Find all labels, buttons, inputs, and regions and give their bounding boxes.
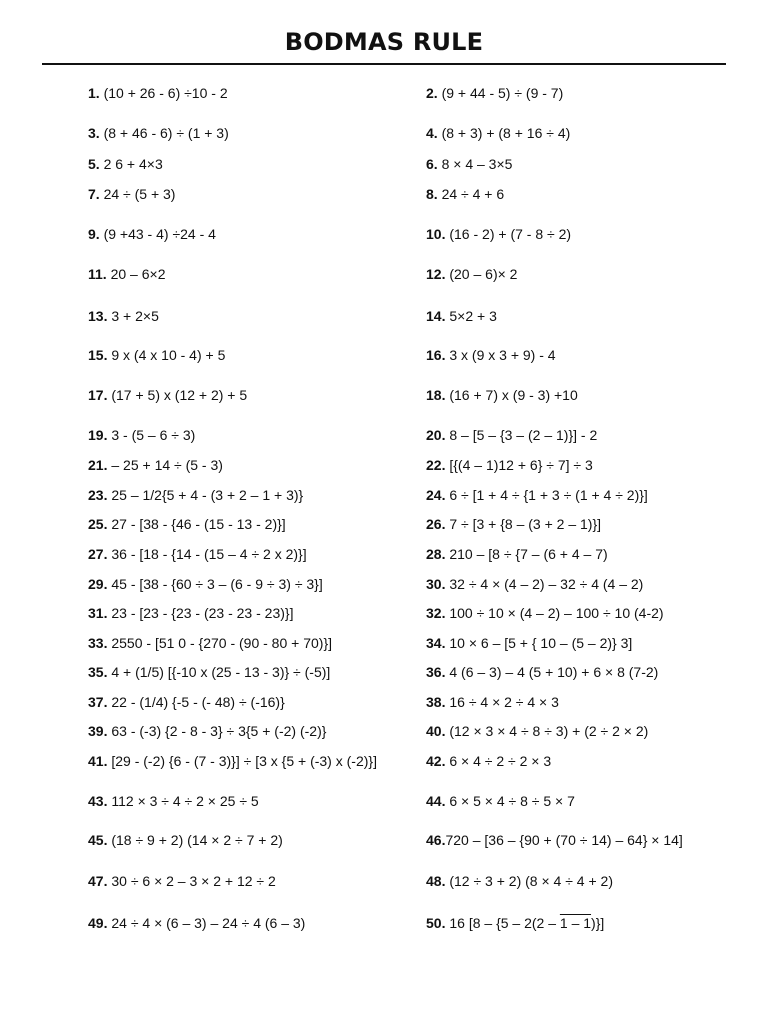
problem-expression: 6 ÷ [1 + 4 ÷ {1 + 3 ÷ (1 + 4 ÷ 2)}] [449,487,648,503]
problem-number: 20. [426,427,446,443]
problem-number: 19. [88,427,108,443]
problem-number: 45. [88,832,108,848]
problem-number: 48. [426,873,446,889]
problem-expression: (8 + 46 - 6) ÷ (1 + 3) [103,125,229,141]
problem-14 [426,307,497,325]
problem-number: 46. [426,832,446,848]
problem-expression: (12 × 3 × 4 ÷ 8 ÷ 3) + (2 ÷ 2 × 2) [449,723,649,739]
problem-number: 27. [88,546,108,562]
problem-number: 30. [426,576,446,592]
problem-expression: 7 ÷ [3 + {8 – (3 + 2 – 1)}] [449,516,602,532]
expression-part: 16 [8 – {5 – 2(2 – [449,915,560,931]
problem-37 [88,693,285,711]
problem-number: 7. [88,186,100,202]
problem-33 [88,634,332,652]
problem-expression: 25 – 1/2{5 + 4 - (3 + 2 – 1 + 3)} [111,487,304,503]
problem-expression: (12 ÷ 3 + 2) (8 × 4 ÷ 4 + 2) [449,873,613,889]
problem-expression: 100 ÷ 10 × (4 – 2) – 100 ÷ 10 (4-2) [449,605,664,621]
problem-number: 24. [426,487,446,503]
problem-5 [88,155,163,173]
problem-expression: 36 - [18 - {14 - (15 – 4 ÷ 2 x 2)}] [111,546,307,562]
problem-21 [88,456,223,474]
problem-46 [426,831,683,849]
problem-expression: 45 - [38 - {60 ÷ 3 – (6 - 9 ÷ 3) ÷ 3}] [111,576,323,592]
problem-31 [88,604,293,622]
problem-41 [88,752,377,770]
problem-expression: 6 × 4 ÷ 2 ÷ 2 × 3 [449,753,552,769]
problem-7 [88,185,175,203]
problem-expression: (10 + 26 - 6) ÷10 - 2 [103,85,228,101]
problem-number: 10. [426,226,446,242]
problem-number: 49. [88,915,108,931]
problem-expression: 112 × 3 ÷ 4 ÷ 2 × 25 ÷ 5 [111,793,259,809]
problem-2 [426,84,563,102]
problem-expression: (17 + 5) x (12 + 2) + 5 [111,387,248,403]
problem-expression: 3 + 2×5 [111,308,159,324]
problem-number: 25. [88,516,108,532]
problem-expression: 27 - [38 - {46 - (15 - 13 - 2)}] [111,516,286,532]
problem-expression: 8 – [5 – {3 – (2 – 1)}] - 2 [449,427,598,443]
problem-number: 32. [426,605,446,621]
problem-expression: (16 - 2) + (7 - 8 ÷ 2) [449,226,572,242]
problem-49 [88,914,305,932]
expression-part: )}] [591,915,605,931]
problem-6 [426,155,512,173]
problem-19 [88,426,195,444]
problem-22 [426,456,593,474]
problem-number: 21. [88,457,108,473]
problem-expression: 3 x (9 x 3 + 9) - 4 [449,347,556,363]
problem-expression: 24 ÷ 4 + 6 [441,186,505,202]
problem-11 [88,265,165,283]
problem-15 [88,346,225,364]
problem-number: 5. [88,156,100,172]
problem-27 [88,545,307,563]
problem-expression: 22 - (1/4) {-5 - (- 48) ÷ (-16)} [111,694,285,710]
problem-48 [426,872,613,890]
problem-expression: 5×2 + 3 [449,308,497,324]
problem-8 [426,185,504,203]
problem-expression: 2 6 + 4×3 [103,156,163,172]
problem-number: 29. [88,576,108,592]
problem-expression: 720 – [36 – {90 + (70 ÷ 14) – 64} × 14] [445,832,683,848]
problem-26 [426,515,601,533]
problem-34 [426,634,632,652]
problem-number: 8. [426,186,438,202]
problem-42 [426,752,551,770]
problem-number: 34. [426,635,446,651]
problem-number: 11. [88,266,107,282]
problem-number: 16. [426,347,446,363]
problem-35 [88,663,330,681]
problem-18 [426,386,578,404]
problem-expression: 6 × 5 × 4 ÷ 8 ÷ 5 × 7 [449,793,575,809]
problem-1 [88,84,228,102]
problem-expression: [{(4 – 1)12 + 6} ÷ 7] ÷ 3 [449,457,593,473]
problem-number: 18. [426,387,446,403]
problem-expression: 23 - [23 - {23 - (23 - 23 - 23)}] [111,605,294,621]
problem-expression: 24 ÷ 4 × (6 – 3) – 24 ÷ 4 (6 – 3) [111,915,306,931]
problem-number: 47. [88,873,108,889]
problem-20 [426,426,597,444]
problem-number: 3. [88,125,100,141]
problem-16 [426,346,556,364]
problem-expression: (9 + 44 - 5) ÷ (9 - 7) [441,85,564,101]
problem-expression: 210 – [8 ÷ {7 – (6 + 4 – 7) [449,546,608,562]
problem-expression: – 25 + 14 ÷ (5 - 3) [111,457,223,473]
problem-number: 15. [88,347,108,363]
problem-expression: 30 ÷ 6 × 2 – 3 × 2 + 12 ÷ 2 [111,873,276,889]
problem-number: 12. [426,266,446,282]
problem-expression: 63 - (-3) {2 - 8 - 3} ÷ 3{5 + (-2) (-2)} [111,723,327,739]
problem-number: 43. [88,793,108,809]
problem-32 [426,604,664,622]
problem-expression: (8 + 3) + (8 + 16 ÷ 4) [441,125,571,141]
problem-number: 35. [88,664,108,680]
problem-expression: [29 - (-2) {6 - (7 - 3)}] ÷ [3 x {5 + (-3) x (-2)}] [111,753,377,769]
problem-4 [426,124,570,142]
problem-expression: 20 – 6×2 [110,266,166,282]
problem-expression [449,915,604,931]
problem-number: 28. [426,546,446,562]
problem-45 [88,831,283,849]
problem-expression: 4 + (1/5) [{-10 x (25 - 13 - 3)} ÷ (-5)] [111,664,331,680]
problem-30 [426,575,643,593]
problem-number: 42. [426,753,446,769]
problem-expression: 16 ÷ 4 × 2 ÷ 4 × 3 [449,694,559,710]
problem-number: 1. [88,85,100,101]
problem-43 [88,792,259,810]
vinculum-expression: 1 – 1 [559,915,592,931]
problem-expression: 10 × 6 – [5 + { 10 – (5 – 2)} 3] [449,635,633,651]
problem-number: 37. [88,694,108,710]
problem-expression: (20 – 6)× 2 [449,266,518,282]
problem-29 [88,575,323,593]
problem-expression: (18 ÷ 9 + 2) (14 × 2 ÷ 7 + 2) [111,832,283,848]
problem-number: 23. [88,487,108,503]
problem-number: 2. [426,85,438,101]
problem-23 [88,486,303,504]
problem-number: 9. [88,226,100,242]
problem-expression: 8 × 4 – 3×5 [441,156,513,172]
problem-24 [426,486,648,504]
problem-number: 14. [426,308,446,324]
problem-number: 38. [426,694,446,710]
problem-39 [88,722,326,740]
problem-25 [88,515,286,533]
problem-number: 26. [426,516,446,532]
problem-number: 36. [426,664,446,680]
problem-38 [426,693,559,711]
problem-expression: 2550 - [51 0 - {270 - (90 - 80 + 70)}] [111,635,333,651]
problem-expression: 4 (6 – 3) – 4 (5 + 10) + 6 × 8 (7-2) [449,664,659,680]
problem-number: 4. [426,125,438,141]
problem-9 [88,225,216,243]
problem-number: 44. [426,793,446,809]
problem-number: 17. [88,387,108,403]
problem-number: 22. [426,457,446,473]
problem-number: 6. [426,156,438,172]
problem-28 [426,545,608,563]
problem-12 [426,265,517,283]
problem-number: 33. [88,635,108,651]
problem-expression: 32 ÷ 4 × (4 – 2) – 32 ÷ 4 (4 – 2) [449,576,644,592]
problem-13 [88,307,159,325]
problem-expression: 24 ÷ (5 + 3) [103,186,176,202]
problem-17 [88,386,247,404]
problem-number: 13. [88,308,108,324]
problem-number: 31. [88,605,108,621]
problem-3 [88,124,229,142]
problem-47 [88,872,276,890]
problem-number: 41. [88,753,108,769]
problem-10 [426,225,571,243]
problem-expression: (16 + 7) x (9 - 3) +10 [449,387,578,403]
problem-44 [426,792,575,810]
problem-40 [426,722,648,740]
problem-number: 50. [426,915,446,931]
page-title: BODMAS RULE [284,28,484,56]
problem-expression: (9 +43 - 4) ÷24 - 4 [103,226,216,242]
problem-number: 40. [426,723,446,739]
problem-expression: 9 x (4 x 10 - 4) + 5 [111,347,226,363]
problem-36 [426,663,658,681]
problem-number: 39. [88,723,108,739]
problem-50 [426,914,604,932]
problem-expression: 3 - (5 – 6 ÷ 3) [111,427,196,443]
